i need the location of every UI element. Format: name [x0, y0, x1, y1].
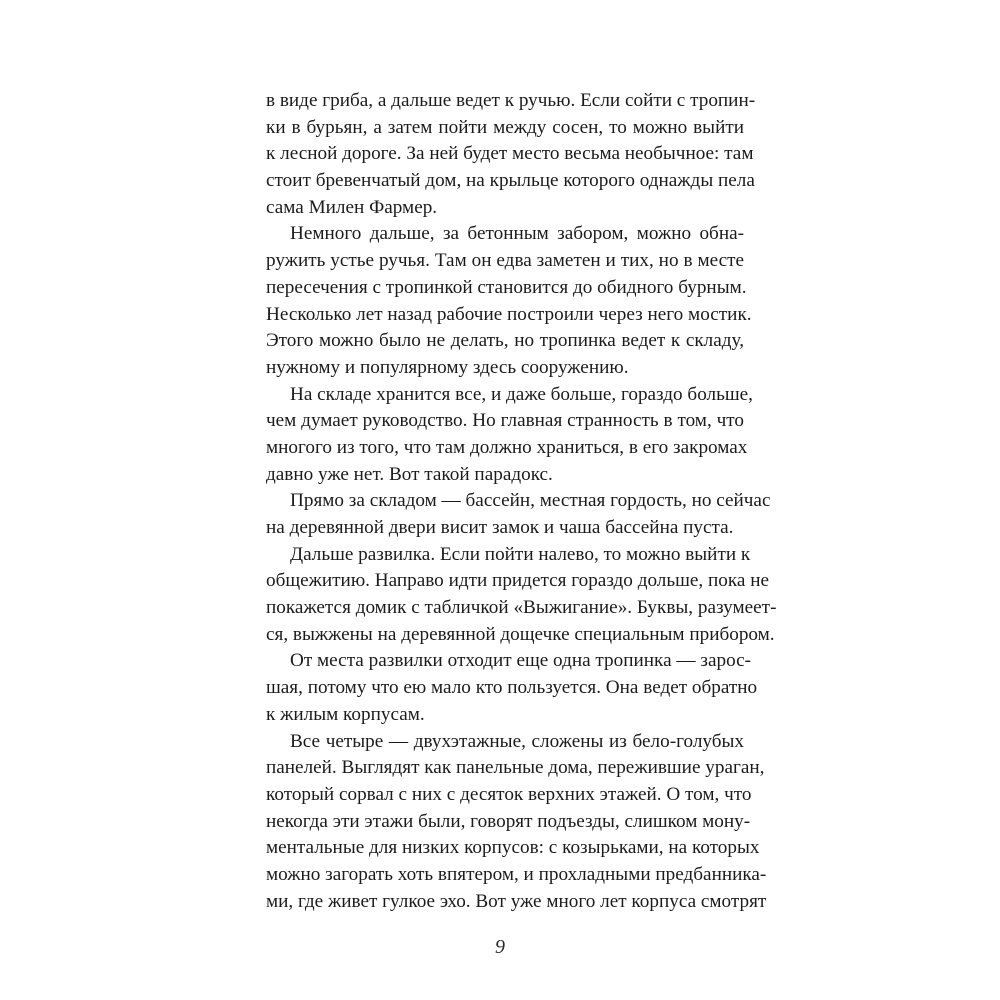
paragraph — [266, 382, 753, 489]
text-line: От места развилки отходит еще одна тропинка — зарос- — [290, 650, 752, 672]
text-line: На складе хранится все, и даже больше, гораздо больше, — [290, 383, 753, 405]
text-line: панелей. Выглядят как панельные дома, пережившие ураган, — [266, 757, 765, 779]
paragraph — [266, 648, 758, 728]
text-line: покажется домик с табличкой «Выжигание». Буквы, разумеет- — [266, 597, 777, 619]
paragraph — [266, 542, 777, 649]
text-line: который сорвал с них с десяток верхних этажей. О том, что — [266, 783, 752, 805]
text-line: можно загорать хоть впятером, и прохладными предбанника- — [266, 863, 767, 885]
text-line: ки в бурьян, а затем пойти между сосен, то можно выйти — [266, 116, 744, 138]
text-line: Немного дальше, за бетонным забором, можно обна- — [290, 223, 744, 245]
text-line: общежитию. Направо идти придется гораздо дольше, пока не — [266, 570, 770, 592]
text-line: давно уже нет. Вот такой парадокс. — [266, 463, 553, 485]
text-line: ментальные для низких корпусов: с козырьками, на которых — [266, 837, 760, 859]
text-line: пересечения с тропинкой становится до обидного бурным. — [266, 276, 747, 298]
paragraph — [266, 729, 767, 916]
text-line: ся, выжжены на деревянной дощечке специальным прибором. — [266, 623, 775, 645]
text-line: многого из того, что там должно храниться, в его закромах — [266, 436, 748, 458]
text-line: ми, где живет гулкое эхо. Вот уже много лет корпуса смотрят — [266, 890, 767, 912]
text-line: ружить устье ручья. Там он едва заметен и тих, но в месте — [266, 250, 744, 272]
text-line: чем думает руководство. Но главная странность в том, что — [266, 410, 744, 432]
text-line: некогда эти этажи были, говорят подъезды, слишком мону- — [266, 810, 751, 832]
text-line: сама Милен Фармер. — [266, 196, 438, 218]
text-line: Несколько лет назад рабочие построили через него мостик. — [266, 303, 752, 325]
paragraph — [266, 221, 752, 381]
text-line: Дальше развилка. Если пойти налево, то можно выйти к — [290, 543, 751, 565]
text-line: на деревянной двери висит замок и чаша бассейна пуста. — [266, 517, 734, 538]
text-line: Прямо за складом — бассейн, местная гордость, но сейчас — [290, 490, 771, 512]
text-line: к жилым корпусам. — [266, 703, 425, 725]
text-line: стоит бревенчатый дом, на крыльце которого однажды пела — [266, 170, 755, 192]
text-line: Этого можно было не делать, но тропинка ведет к складу, — [266, 330, 744, 352]
text-line: нужному и популярному здесь сооружению. — [266, 356, 629, 378]
page-number: 9 — [495, 936, 505, 958]
text-line: шая, потому что ею мало кто пользуется. Она ведет обратно — [266, 677, 758, 699]
paragraph — [266, 488, 771, 541]
text-line: Все четыре — двухэтажные, сложены из бело-голубых — [290, 730, 744, 752]
paragraph — [266, 88, 756, 221]
body-text — [266, 88, 777, 915]
text-line: к лесной дороге. За ней будет место весьма необычное: там — [266, 143, 754, 165]
text-line: в виде гриба, а дальше ведет к ручью. Если сойти с тропин- — [266, 90, 756, 111]
